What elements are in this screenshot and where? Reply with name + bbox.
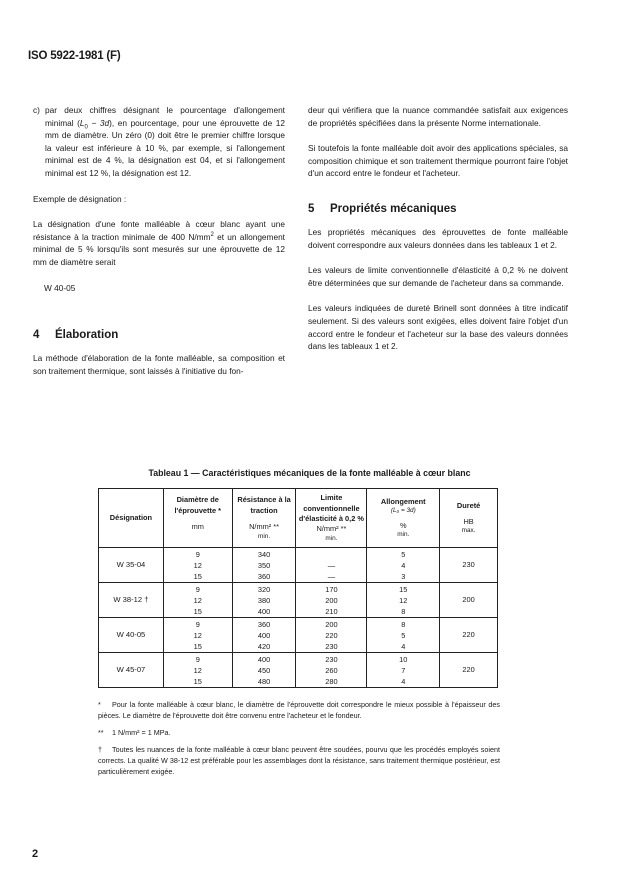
superscript: 2 xyxy=(210,231,214,238)
footnote-mark: ** xyxy=(98,728,104,737)
value: 9 xyxy=(195,549,200,559)
header-elongation xyxy=(367,489,440,548)
section-5-heading xyxy=(308,202,568,216)
table-row xyxy=(99,653,498,688)
value: 450 xyxy=(257,665,271,675)
value: 12 xyxy=(399,595,408,605)
header-designation xyxy=(99,489,164,548)
example-text-part: et un allongement minimal de 5 % lorsqu'ils sont mesurés sur une éprouvette de 12 mm de diamètre serait xyxy=(33,231,285,267)
footnote xyxy=(98,727,500,738)
list-label: c) xyxy=(33,105,40,115)
header-label: Désignation xyxy=(109,512,153,522)
value: 200 xyxy=(325,595,338,605)
table-row xyxy=(99,618,498,653)
section-title: Propriétés mécaniques xyxy=(330,202,457,215)
value: 4 xyxy=(401,560,406,570)
value: 12 xyxy=(193,595,202,605)
value: 170 xyxy=(325,584,338,594)
header-unit: N/mm² ** xyxy=(316,524,347,534)
footnote xyxy=(98,744,500,777)
cell-yield xyxy=(296,653,367,688)
section-4-text: La méthode d'élaboration de la fonte malléable, sa composition et son traitement thermique, sont laissés à l'initiative du fon- xyxy=(33,353,285,376)
formula: L xyxy=(79,117,85,128)
table-caption: Tableau 1 — Caractéristiques mécaniques de la fonte malléable à cœur blanc xyxy=(148,468,471,478)
value: 220 xyxy=(325,630,338,640)
value: 480 xyxy=(257,676,271,686)
cell-elongation xyxy=(367,548,440,583)
value: 12 xyxy=(193,560,202,570)
value: 15 xyxy=(193,571,202,581)
header-yield xyxy=(296,489,367,548)
value: 4 xyxy=(401,676,406,686)
cell-diameter xyxy=(163,548,232,583)
cell-designation: W 35-04 xyxy=(99,548,164,583)
value: 9 xyxy=(195,654,200,664)
value: 3 xyxy=(401,571,406,581)
value: 15 xyxy=(399,584,408,594)
cell-designation: W 38-12 † xyxy=(99,583,164,618)
value: 10 xyxy=(399,654,408,664)
cell-diameter xyxy=(163,583,232,618)
value: 9 xyxy=(195,619,200,629)
cell-diameter xyxy=(163,618,232,653)
table-header-row xyxy=(99,489,498,548)
value: 7 xyxy=(401,665,406,675)
header-diameter xyxy=(163,489,232,548)
value: 420 xyxy=(257,641,271,651)
header-qualifier: max. xyxy=(461,527,476,535)
cell-tensile xyxy=(232,583,296,618)
table-row xyxy=(99,583,498,618)
header-qualifier: min. xyxy=(258,532,271,540)
section-number: 4 xyxy=(33,329,40,342)
example-code: W 40-05 xyxy=(44,282,76,293)
section-title: Élaboration xyxy=(55,329,119,342)
formula: − 3d xyxy=(87,117,110,128)
continuation-text: deur qui vérifiera que la nuance commandée satisfait aux exigences de propriétés spécifiées dans la présente Norme internationale. xyxy=(308,105,568,128)
value: 350 xyxy=(257,560,271,570)
value: 5 xyxy=(401,549,406,559)
footnote xyxy=(98,699,500,721)
value: 9 xyxy=(195,584,200,594)
document-header: ISO 5922-1981 (F) xyxy=(28,50,121,62)
section-5-paragraph: Les valeurs indiquées de dureté Brinell sont données à titre indicatif seulement. Si des valeurs sont exigées, elles doivent faire l'objet d'un accord entre le fondeur et l'acheteur sur la base des valeurs données dans les tableaux 1 et 2. xyxy=(308,303,568,352)
section-number: 5 xyxy=(308,202,315,215)
value: 210 xyxy=(325,606,338,616)
cell-hardness: 220 xyxy=(440,618,498,653)
mechanical-properties-table xyxy=(98,488,498,688)
header-tensile xyxy=(232,489,296,548)
value xyxy=(296,549,366,560)
cell-diameter xyxy=(163,653,232,688)
cell-elongation xyxy=(367,583,440,618)
value: 380 xyxy=(257,595,271,605)
footnote-text: 1 N/mm² = 1 MPa. xyxy=(112,728,171,737)
value: 320 xyxy=(257,584,271,594)
left-column xyxy=(33,104,285,390)
value: — xyxy=(327,560,336,570)
value: 5 xyxy=(401,630,406,640)
cell-yield xyxy=(296,583,367,618)
cell-yield xyxy=(296,548,367,583)
table-row xyxy=(99,548,498,583)
header-unit: HB xyxy=(463,517,474,526)
header-unit: mm xyxy=(191,522,204,532)
footnote-mark: † xyxy=(98,745,102,754)
value: 15 xyxy=(193,676,202,686)
list-item-c xyxy=(33,104,285,180)
header-label: Allongement xyxy=(380,496,426,506)
formula-sub: 0 xyxy=(84,124,88,131)
footnote-mark: * xyxy=(98,700,101,709)
header-subtitle: (L₀ = 3d) xyxy=(390,507,416,514)
cell-tensile xyxy=(232,653,296,688)
section-4-heading xyxy=(33,328,285,342)
cell-hardness: 200 xyxy=(440,583,498,618)
header-qualifier: min. xyxy=(397,531,410,539)
value: — xyxy=(327,571,336,581)
value: 12 xyxy=(193,630,202,640)
header-label: Diamètre de l'éprouvette * xyxy=(174,495,222,515)
cell-elongation xyxy=(367,653,440,688)
value: 360 xyxy=(257,619,271,629)
value: 230 xyxy=(325,641,338,651)
table-notes xyxy=(98,699,500,783)
special-applications-text: Si toutefois la fonte malléable doit avoir des applications spéciales, sa composition chimique et son traitement thermique pourront faire l'objet d'un accord entre le fondeur et l'acheteur. xyxy=(308,143,568,179)
value: 15 xyxy=(193,606,202,616)
value: 400 xyxy=(257,630,271,640)
value: 200 xyxy=(325,619,338,629)
section-5-paragraph: Les propriétés mécaniques des éprouvettes de fonte malléable doivent correspondre aux valeurs données dans les tableaux 1 et 2. xyxy=(308,226,568,250)
header-unit: % xyxy=(399,521,407,530)
header-label: Dureté xyxy=(456,500,481,510)
example-text xyxy=(33,218,285,268)
header-unit: N/mm² ** xyxy=(249,522,280,532)
value: 340 xyxy=(257,549,271,559)
value: 280 xyxy=(325,676,338,686)
example-heading: Exemple de désignation : xyxy=(33,193,127,204)
cell-hardness: 220 xyxy=(440,653,498,688)
cell-tensile xyxy=(232,618,296,653)
value: 360 xyxy=(257,571,271,581)
example-text-part: La désignation d'une fonte malléable à cœur blanc ayant une résistance à la traction minimale de 400 N/mm xyxy=(33,219,285,242)
value: 4 xyxy=(401,641,406,651)
value: 12 xyxy=(193,665,202,675)
value: 260 xyxy=(325,665,338,675)
header-label: Limite conventionnelle d'élasticité à 0,2 % xyxy=(298,493,364,523)
header-label: Résistance à la traction xyxy=(237,495,291,515)
value: 230 xyxy=(325,654,338,664)
section-5-paragraph: Les valeurs de limite conventionnelle d'élasticité à 0,2 % ne doivent être déterminées que sur demande de l'acheteur dans sa commande. xyxy=(308,265,568,288)
value: 15 xyxy=(193,641,202,651)
value: 400 xyxy=(257,606,271,616)
cell-tensile xyxy=(232,548,296,583)
value: 8 xyxy=(401,606,406,616)
page-number: 2 xyxy=(32,848,39,860)
cell-elongation xyxy=(367,618,440,653)
footnote-text: Toutes les nuances de la fonte malléable à cœur blanc peuvent être soudées, pourvu que les procédés employés soient corrects. La qualité W 38-12 est préférable pour les assemblages dont la résistance, sans traitement thermique postérieur, est particulièrement exigée. xyxy=(98,745,500,776)
value: 400 xyxy=(257,654,271,664)
cell-yield xyxy=(296,618,367,653)
cell-designation: W 45-07 xyxy=(99,653,164,688)
right-column xyxy=(308,104,568,366)
cell-designation: W 40-05 xyxy=(99,618,164,653)
item-text: par deux chiffres désignant le pourcentage d'allongement minimal ( xyxy=(45,105,285,128)
header-hardness xyxy=(440,489,498,548)
value: 8 xyxy=(401,619,406,629)
header-qualifier: min. xyxy=(325,534,338,542)
cell-hardness: 230 xyxy=(440,548,498,583)
item-text: ), en pourcentage, pour une éprouvette de 12 mm de diamètre. Un zéro (0) doit être le premier chiffre lorsque la valeur est inférieure à 10 %, par exemple, si l'allongement minimal est de 4 %, la désignation est 04, et si l'allongement minimal est 12 %, la désignation est 12. xyxy=(45,117,286,178)
footnote-text: Pour la fonte malléable à cœur blanc, le diamètre de l'éprouvette doit correspondre le mieux possible à l'épaisseur des pièces. Le diamètre de l'éprouvette doit être convenu entre l'acheteur et le fondeur. xyxy=(98,700,500,720)
